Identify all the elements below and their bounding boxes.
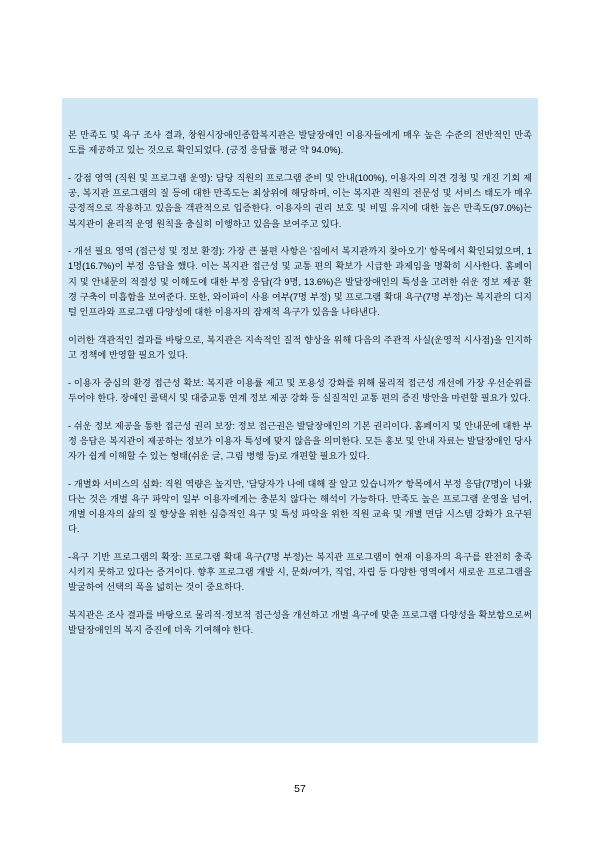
paragraph-summary-intro: 본 만족도 및 욕구 조사 결과, 창원시장애인종합복지관은 발달장애인 이용자들에게 매우 높은 수준의 전반적인 만족도를 제공하고 있는 것으로 확인되었다. (긍정 응답률 평균 약 94.0%). [68, 130, 532, 156]
paragraph-implications-intro: 이러한 객관적인 결과를 바탕으로, 복지관은 지속적인 질적 향상을 위해 다음의 주관적 사실(운영적 시사점)을 인지하고 정책에 반영할 필요가 있다. [68, 334, 532, 360]
paragraph-strength-area: - 강점 영역 (직원 및 프로그램 운영): 담당 직원의 프로그램 준비 및 안내(100%), 이용자의 의견 경청 및 개진 기회 제공, 복지관 프로그램의 질 등에 대한 만족도는 최상위에 해당하며, 이는 복지관 직원의 전문성 및 서비스 태도가 매우 긍정적으로 작용하고 있음을 객관적으로 입증한다. 이용자의 권리 보호 및 비밀 유지에 대한 높은 만족도(97.0%)는 복지관이 윤리적 운영 원칙을 충실히 이행하고 있음을 보여주고 있다. [68, 172, 532, 229]
paragraph-conclusion: 복지관은 조사 결과를 바탕으로 물리적·정보적 접근성을 개선하고 개별 욕구에 맞춘 프로그램 다양성을 확보함으로써 발달장애인의 복지 증진에 더욱 기여해야 한다. [68, 610, 532, 636]
paragraph-accessibility: - 이용자 중심의 환경 접근성 확보: 복지관 이용률 제고 및 포용성 강화를 위해 물리적 접근성 개선에 가장 우선순위를 두어야 한다. 장애인 콜택시 및 대중교통 연계 정보 제공 강화 등 실질적인 교통 편의 증진 방안을 마련할 필요가 있다. [68, 377, 532, 403]
document-text-body [68, 128, 532, 638]
paragraph-individualized-service: - 개별화 서비스의 심화: 직원 역량은 높지만, '담당자가 나에 대해 잘 알고 있습니까?' 항목에서 부정 응답(7명)이 나왔다는 것은 개별 욕구 파악이 일부 이용자에게는 충분치 않다는 해석이 가능하다. 만족도 높은 프로그램 운영을 넘어, 개별 이용자의 삶의 질 향상을 위한 심층적인 욕구 및 특성 파악을 위한 직원 교육 및 개별 면담 시스템 강화가 요구된다. [68, 478, 532, 535]
page-number: 57 [294, 783, 306, 795]
paragraph-easy-information: - 쉬운 정보 제공을 통한 접근성 권리 보장: 정보 접근권은 발달장애인의 기본 권리이다. 홈페이지 및 안내문에 대한 부정 응답은 복지관이 제공하는 정보가 이용자 특성에 맞지 않음을 의미한다. 모든 홍보 및 안내 자료는 발달장애인 당사자가 쉽게 이해할 수 있는 형태(쉬운 글, 그림 병행 등)로 개편할 필요가 있다. [68, 420, 532, 461]
paragraph-program-expansion: -욕구 기반 프로그램의 확장: 프로그램 확대 욕구(7명 부정)는 복지관 프로그램이 현재 이용자의 욕구를 완전히 충족시키지 못하고 있다는 증거이다. 향후 프로그램 개발 시, 문화/여가, 직업, 자립 등 다양한 영역에서 새로운 프로그램을 발굴하여 선택의 폭을 넓히는 것이 중요하다. [68, 551, 532, 593]
paragraph-improvement-area: - 개선 필요 영역 (접근성 및 정보 환경): 가장 큰 불편 사항은 '집에서 복지관까지 찾아오기' 항목에서 확인되었으며, 11명(16.7%)이 부정 응답을 했다. 이는 복지관 접근성 및 교통 편의 확보가 시급한 과제임을 명확히 시사한다. 홈페이지 및 안내문의 적절성 및 이해도에 대한 부정 응답(각 9명, 13.6%)은 발달장애인의 특성을 고려한 쉬운 정보 제공 환경 구축이 미흡함을 보여준다. 또한, 와이파이 사용 여부(7명 부정) 및 프로그램 확대 욕구(7명 부정)는 복지관의 디지털 인프라와 프로그램 다양성에 대한 이용자의 잠재적 욕구가 있음을 나타낸다. [68, 246, 532, 318]
